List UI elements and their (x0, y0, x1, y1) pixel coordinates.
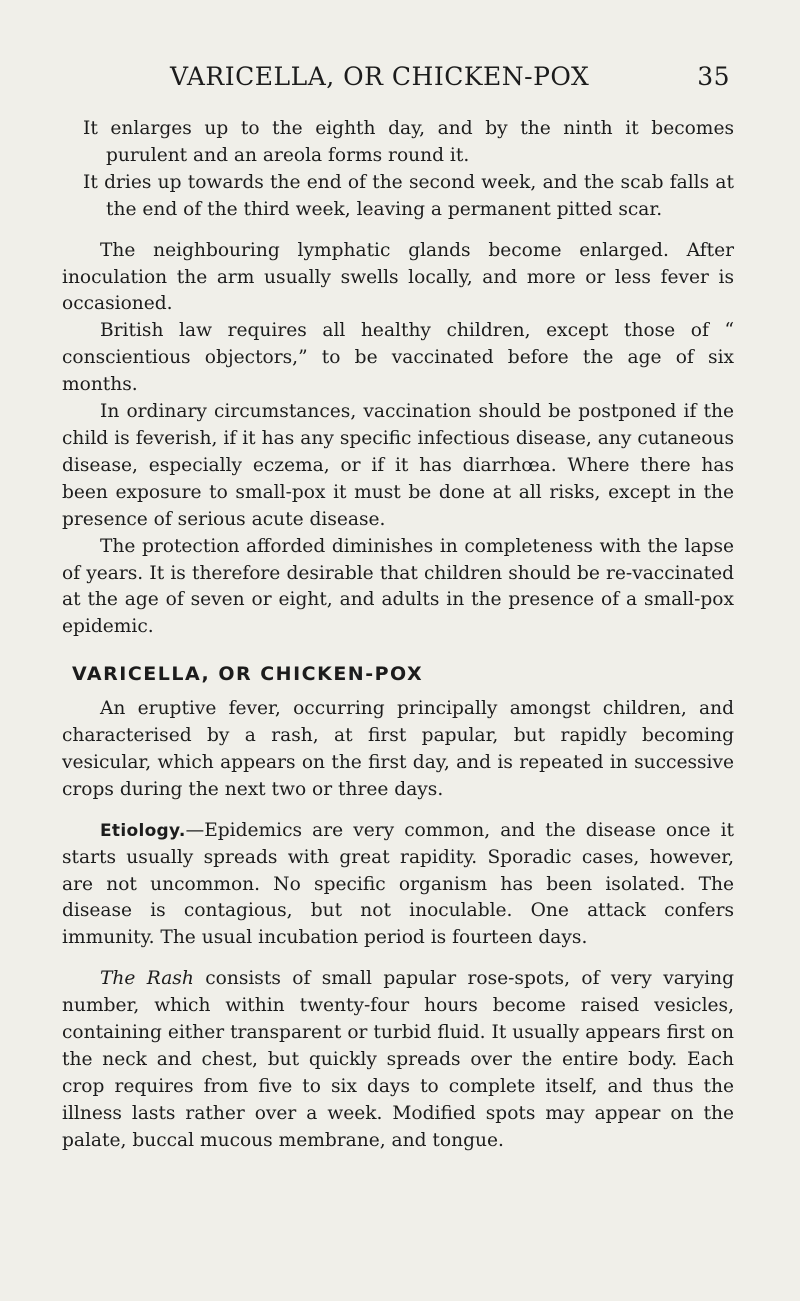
paragraph-british-law: British law requires all healthy children, except those of “ conscientious objectors,” to be vaccinated before the age of six months. (62, 320, 734, 396)
page-number: 35 (697, 62, 730, 91)
etiology-text: —Epidemics are very common, and the disease once it starts usually spreads with great rapidity. Sporadic cases, however, are not uncommon. No specific organism has been isolated. The disease is contagious, but not inoculable. One attack confers immunity. The usual incubation period is fourteen days. (62, 819, 734, 949)
etiology-paragraph (62, 818, 734, 953)
rash-text: consists of small papular rose-spots, of very varying number, which within twenty-four hours become raised vesicles, containing either transparent or turbid fluid. It usually appears first on the neck and chest, but quickly spreads over the entire body. Each crop requires from five to six days to complete itself, and thus the illness lasts rather over a week. Modified spots may appear on the palate, buccal mucous membrane, and tongue. (62, 968, 734, 1151)
rash-paragraph (62, 966, 734, 1154)
section-heading: VARICELLA, OR CHICKEN-POX (72, 663, 424, 686)
paragraph-protection: The protection afforded diminishes in completeness with the lapse of years. It is therefore desirable that children should be re-vaccinated at the age of seven or eight, and adults in the presence of a small-pox epidemic. (62, 535, 734, 638)
etiology-lead: Etiology. (100, 820, 186, 841)
vaccinia-line-1: It enlarges up to the eighth day, and by the ninth it becomes purulent and an areola forms round it. (83, 118, 734, 166)
rash-lead: The Rash (100, 968, 194, 990)
running-title: VARICELLA, OR CHICKEN-POX (170, 62, 590, 91)
paragraph-lymphatic: The neighbouring lymphatic glands become enlarged. After inoculation the arm usually swells locally, and more or less fever is occasioned. (62, 239, 734, 315)
section-intro: An eruptive fever, occurring principally amongst children, and characterised by a rash, at first papular, but rapidly becoming vesicular, which appears on the first day, and is repeated in successive crops during the next two or three days. (62, 698, 734, 800)
running-head (148, 62, 730, 91)
vaccinia-continued (62, 116, 734, 224)
vaccinia-line-2: It dries up towards the end of the second week, and the scab falls at the end of the third week, leaving a permanent pitted scar. (83, 171, 734, 220)
body-text (62, 116, 734, 1155)
paragraph-postponement: In ordinary circumstances, vaccination should be postponed if the child is feverish, if it has any specific infectious disease, any cutaneous disease, especially eczema, or if it has diarrhœa. Where there has been exposure to small-pox it must be done at all risks, except in the presence of serious acute disease. (62, 401, 734, 530)
